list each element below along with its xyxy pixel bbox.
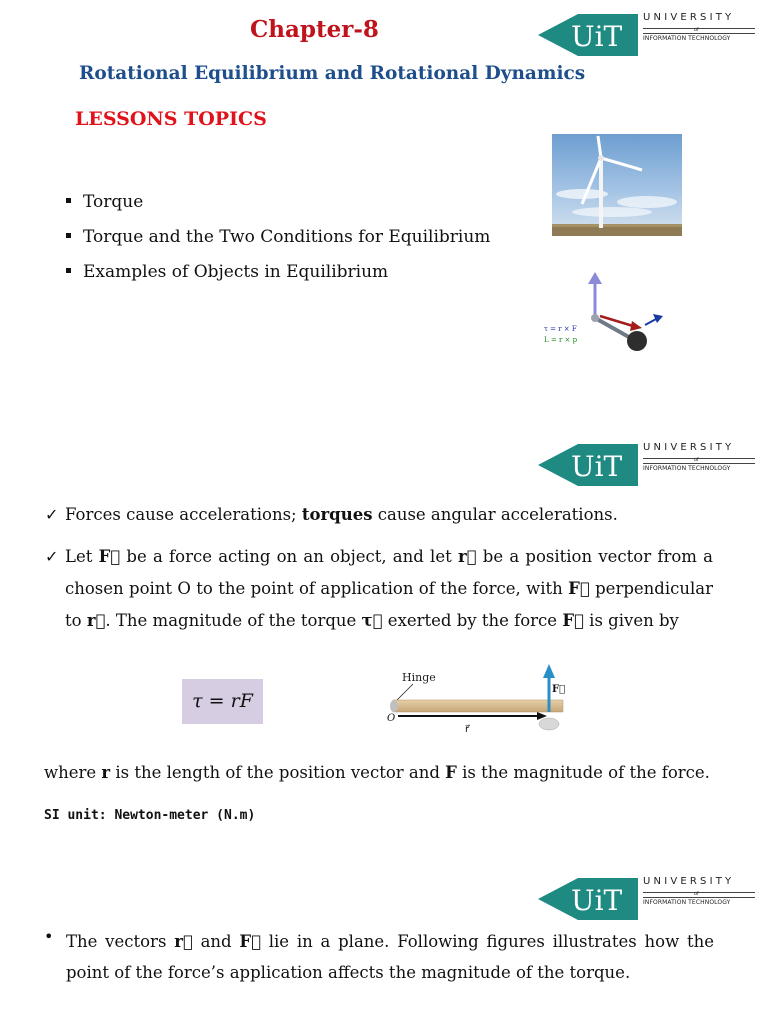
origin-label: O — [387, 713, 396, 724]
uit-logo-mark — [538, 878, 638, 920]
logo-divider — [643, 28, 755, 29]
logo-it-text: INFORMATION TECHNOLOGY — [643, 465, 731, 472]
logo-mark-text: UiT — [571, 450, 623, 483]
torque-vector-figure — [540, 270, 670, 356]
si-unit-note: SI unit: Newton-meter (N.m) — [44, 808, 256, 823]
university-logo — [536, 10, 761, 60]
chapter-title: Chapter-8 — [250, 16, 379, 43]
logo-of-text: of — [694, 27, 699, 33]
torque-equation-label: τ = r × F — [544, 325, 577, 333]
forces-paragraph: Forces cause accelerations; torques cause angular accelerations. — [65, 505, 618, 524]
checkmark-icon: ✓ — [45, 547, 59, 566]
logo-it-text: INFORMATION TECHNOLOGY — [643, 35, 731, 42]
logo-of-text: of — [694, 891, 699, 897]
logo-university-text: UNIVERSITY — [643, 442, 735, 453]
logo-divider — [643, 463, 755, 464]
logo-mark-text: UiT — [571, 20, 623, 53]
vectors-plane-paragraph: The vectors r⃗ and F⃗ lie in a plane. Following figures illustrates how the point of the force’s application affects the magnitude of the torque. — [66, 932, 714, 982]
logo-university-text: UNIVERSITY — [643, 876, 735, 887]
angular-momentum-label: L = r × p — [544, 336, 578, 344]
logo-of-text: of — [694, 457, 699, 463]
logo-university-text: UNIVERSITY — [643, 12, 735, 23]
hinge-figure — [385, 664, 575, 744]
logo-divider — [643, 33, 755, 34]
position-vector-label: r⃗ — [465, 724, 470, 735]
torque-formula: τ = rF — [182, 679, 263, 724]
logo-divider — [643, 897, 755, 898]
wind-turbine-image — [552, 134, 682, 236]
topic-item: Torque — [66, 190, 490, 225]
where-paragraph: where r is the length of the position vector and F is the magnitude of the force. — [44, 763, 710, 782]
uit-logo-mark — [538, 444, 638, 486]
uit-logo-mark — [538, 14, 638, 56]
logo-divider — [643, 458, 755, 459]
logo-mark-text: UiT — [571, 884, 623, 917]
lesson-topics-list — [66, 190, 490, 295]
checkmark-icon: ✓ — [45, 505, 59, 524]
torque-definition-paragraph: Let F⃗ be a force acting on an object, and let r⃗ be a position vector from a chosen point O to the point of application of the force, with F⃗ perpendicular to r⃗. The magnitude of the torque τ⃗ exerted by the force F⃗ is given by — [65, 547, 714, 630]
lessons-heading: LESSONS TOPICS — [75, 108, 267, 130]
force-vector-label: F⃗ — [552, 684, 566, 695]
hinge-label: Hinge — [402, 671, 436, 684]
university-logo — [536, 440, 761, 490]
university-logo — [536, 874, 761, 924]
topic-item: Examples of Objects in Equilibrium — [66, 260, 490, 295]
logo-it-text: INFORMATION TECHNOLOGY — [643, 899, 731, 906]
bullet-dot-icon: • — [44, 927, 54, 946]
logo-divider — [643, 892, 755, 893]
topic-item: Torque and the Two Conditions for Equilibrium — [66, 225, 490, 260]
chapter-subtitle: Rotational Equilibrium and Rotational Dynamics — [79, 63, 586, 84]
torques-bold: torques — [301, 505, 373, 524]
